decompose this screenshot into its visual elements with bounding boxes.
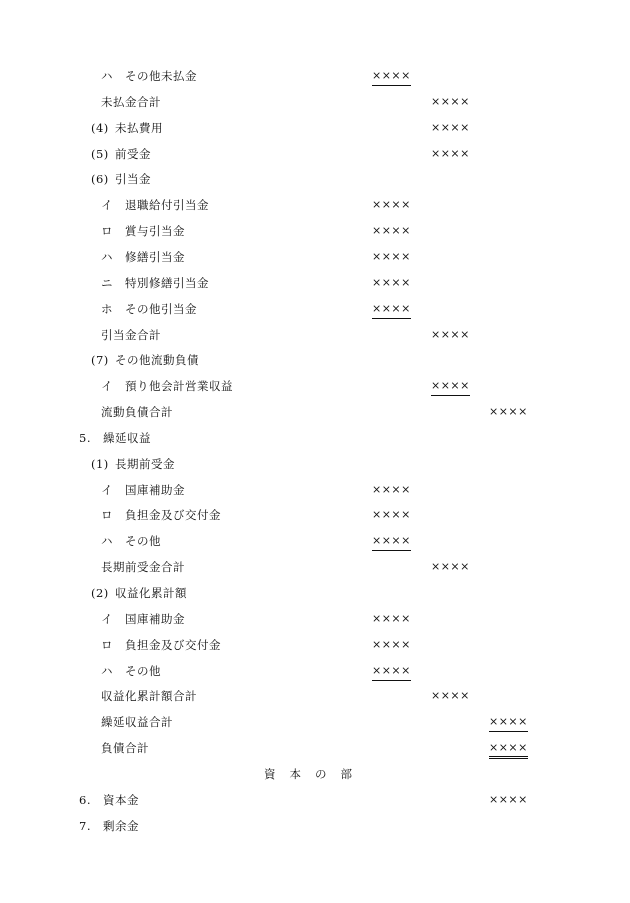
statement-row [0,404,630,430]
row-label [101,404,173,420]
statement-row [0,378,630,404]
row-label-text: 国庫補助金 [125,611,185,626]
row-amount: ×××× [372,224,411,238]
statement-row [0,171,630,197]
row-label [91,456,175,472]
row-label-text: 未払費用 [115,120,163,135]
statement-row [0,818,630,844]
row-index: ハ [101,69,113,83]
statement-row [0,456,630,482]
row-label-text: その他 [125,534,161,549]
row-amount: ×××× [431,560,470,574]
row-amount: ×××× [372,68,411,86]
row-label-text: 負担金及び交付金 [125,637,221,652]
row-label [79,430,151,446]
statement-row [0,637,630,663]
row-label [101,482,185,498]
row-label [101,714,173,730]
row-index: ホ [101,301,113,316]
statement-row [0,352,630,378]
row-label-text: 負担金及び交付金 [125,508,221,523]
statement-row [0,249,630,275]
statement-row [0,482,630,508]
row-index: イ [101,611,113,626]
row-amount: ×××× [489,405,528,419]
statement-row [0,611,630,637]
row-label [79,792,139,808]
row-amount: ×××× [372,533,411,551]
row-index: イ [101,198,113,213]
row-label [101,559,185,575]
row-index: イ [101,482,113,497]
row-amount: ×××× [431,94,470,108]
row-label [91,120,163,136]
statement-row [0,68,630,94]
statement-row [0,714,630,740]
row-label [101,637,221,653]
row-index: 5. [79,430,91,445]
row-label [101,275,209,291]
row-amount: ×××× [489,740,528,759]
row-label-text: その他 [125,663,161,678]
row-amount: ×××× [431,378,470,396]
statement-row [0,327,630,353]
statement-row [0,301,630,327]
row-index: ニ [101,275,113,290]
row-label [101,327,161,343]
row-label [101,94,161,110]
row-amount: ×××× [489,792,528,806]
row-label-text: 収益化累計額 [115,586,187,600]
row-label-text: その他流動負債 [115,353,199,368]
statement-row [0,146,630,172]
row-label [101,507,221,523]
row-label-text: 長期前受金合計 [101,560,185,575]
row-label [91,146,151,162]
row-label-text: 預り他会計営業収益 [125,379,233,394]
row-label-text: 国庫補助金 [125,482,185,497]
row-index: 7. [79,818,91,833]
row-index: (6) [91,172,109,187]
row-amount: ×××× [372,198,411,212]
statement-row [0,740,630,766]
row-label-text: その他引当金 [125,301,197,316]
row-label-text: 収益化累計額合計 [101,689,197,704]
row-index: ロ [101,508,113,523]
row-label [101,378,233,394]
row-index: ハ [101,249,113,264]
row-label [101,688,197,704]
row-amount: ×××× [489,714,528,732]
statement-row [0,275,630,301]
capital-section-title: 資本の部 [264,766,366,781]
row-label-text: 長期前受金 [115,456,175,471]
row-index: (5) [91,146,109,161]
row-label [101,533,161,549]
row-label-text: 退職給付引当金 [125,198,209,213]
row-label-text: 引当金 [115,172,151,187]
row-label-text: 繰延収益 [103,430,151,445]
row-label-text: 賞与引当金 [125,224,185,239]
statement-row [0,688,630,714]
row-index: (4) [91,120,109,135]
row-index: (1) [91,456,109,471]
statement-row [0,507,630,533]
row-index: ハ [101,663,113,678]
statement-row [0,94,630,120]
row-label-text: 未払金合計 [101,94,161,109]
row-label [91,171,151,187]
row-amount: ×××× [372,508,411,522]
row-label [101,663,161,679]
row-index: イ [101,379,113,394]
row-amount: ×××× [431,120,470,134]
row-amount: ×××× [431,327,470,341]
row-label [101,197,209,213]
row-label [91,585,187,601]
row-index: 6. [79,792,91,807]
row-label-text: 引当金合計 [101,327,161,342]
statement-row [0,223,630,249]
row-label-text: 流動負債合計 [101,405,173,420]
statement-row [0,792,630,818]
row-label-text: 剰余金 [103,818,139,833]
row-index: ロ [101,637,113,652]
row-amount: ×××× [372,663,411,681]
row-index: (7) [91,353,109,368]
row-label [91,352,199,368]
statement-row [0,430,630,456]
row-label-text: 繰延収益合計 [101,715,173,730]
row-amount: ×××× [372,275,411,289]
row-amount: ×××× [431,146,470,160]
row-label-text: 前受金 [115,146,151,161]
row-index: (2) [91,586,109,600]
statement-row [0,197,630,223]
row-amount: ×××× [372,637,411,651]
row-label [101,223,185,239]
statement-row [0,663,630,689]
row-index: ロ [101,224,113,239]
row-label-text: 資本金 [103,792,139,807]
row-label [101,68,197,84]
row-label-text: 修繕引当金 [125,249,185,264]
row-label [101,301,197,317]
row-label-text: その他未払金 [125,69,197,83]
row-amount: ×××× [372,611,411,625]
statement-row [0,585,630,611]
row-label [101,249,185,265]
row-label [79,818,139,834]
row-label [101,740,149,756]
row-index: ハ [101,534,113,549]
row-amount: ×××× [372,482,411,496]
row-label-text: 特別修繕引当金 [125,275,209,290]
row-amount: ×××× [431,689,470,703]
statement-row [0,120,630,146]
row-amount: ×××× [372,301,411,319]
statement-row [0,533,630,559]
row-label-text: 負債合計 [101,741,149,756]
row-amount: ×××× [372,249,411,263]
statement-row [0,559,630,585]
row-label [101,611,185,627]
